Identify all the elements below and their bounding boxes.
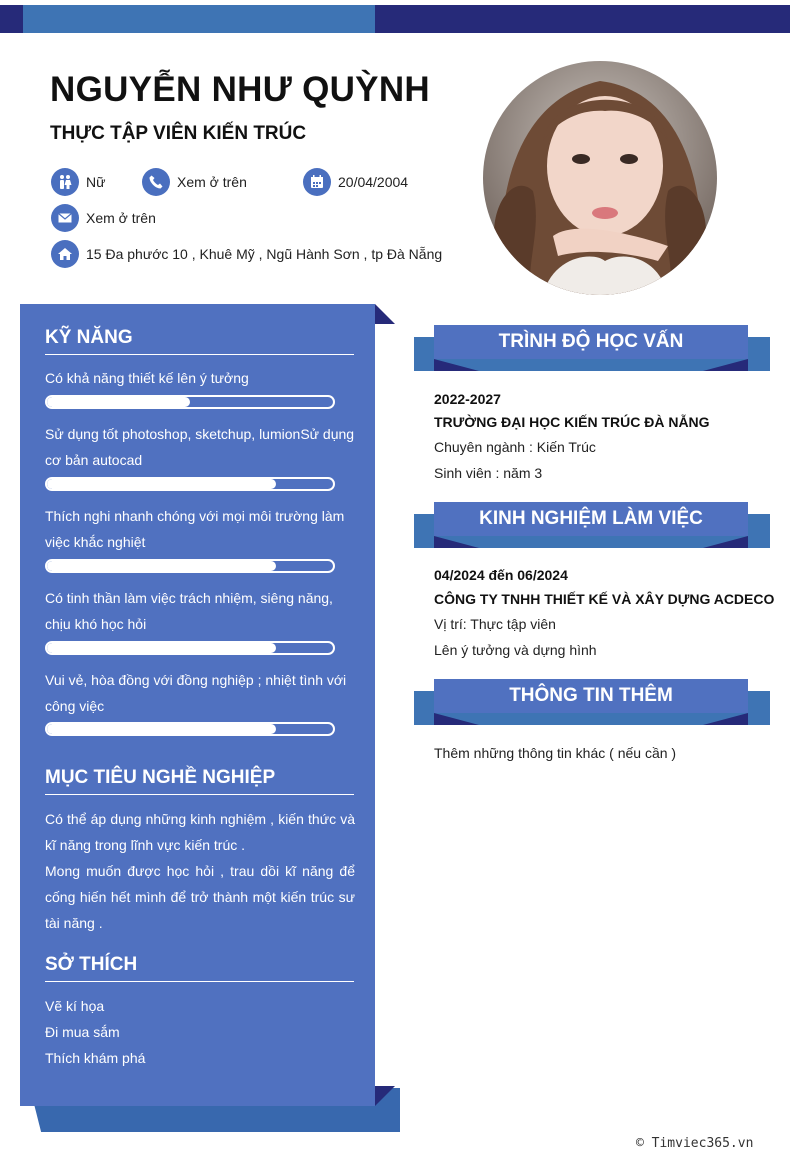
skill-bar [45,395,335,409]
email-text: Xem ở trên [86,210,156,226]
objective-text-1: Có thể áp dụng những kinh nghiệm , kiến thức và kĩ năng trong lĩnh vực kiến trúc . [45,811,355,853]
profile-photo [483,61,717,295]
skill-text: Có tinh thần làm việc trách nhiệm, siêng năng, chịu khó học hỏi [45,590,333,632]
address-info [51,240,442,268]
job-title: THỰC TẬP VIÊN KIẾN TRÚC [50,123,307,144]
experience-heading: KINH NGHIỆM LÀM VIỆC [434,502,748,536]
experience-ribbon [414,502,770,548]
email-icon [51,204,79,232]
education-school: TRƯỜNG ĐẠI HỌC KIẾN TRÚC ĐÀ NẴNG [434,414,710,430]
objective-heading: MỤC TIÊU NGHỀ NGHIỆP [45,767,354,795]
phone-text: Xem ở trên [177,174,247,190]
skill-text: Có khả năng thiết kế lên ý tưởng [45,370,249,386]
gender-icon [51,168,79,196]
phone-icon [142,168,170,196]
top-bar-blue [23,5,375,33]
hobby-item: Thích khám phá [45,1050,146,1066]
address-text: 15 Đa phước 10 , Khuê Mỹ , Ngũ Hành Sơn , tp Đà Nẵng [86,246,443,262]
birthday-text: 20/04/2004 [338,174,409,190]
calendar-icon [303,168,331,196]
phone-info [142,168,247,196]
extra-ribbon [414,679,770,725]
extra-text: Thêm những thông tin khác ( nếu cần ) [434,745,677,761]
education-heading: TRÌNH ĐỘ HỌC VẤN [434,325,748,359]
education-status: Sinh viên : năm 3 [434,465,543,481]
experience-description: Lên ý tưởng và dựng hình [434,642,597,658]
skill-bar [45,722,335,736]
home-icon [51,240,79,268]
experience-company: CÔNG TY TNHH THIẾT KẾ VÀ XÂY DỰNG ACDECO [434,591,775,607]
skill-bar [45,559,335,573]
sidebar-fold-top [375,304,395,324]
skill-bar-fill [47,724,276,734]
gender-info [51,168,105,196]
experience-position: Vị trí: Thực tập viên [434,616,556,632]
education-period: 2022-2027 [434,391,501,407]
skill-bar [45,641,335,655]
skill-text: Sử dụng tốt photoshop, sketchup, lumionSử dụng cơ bản autocad [45,426,355,468]
candidate-name: NGUYỄN NHƯ QUỲNH [50,70,430,109]
email-info [51,204,156,232]
skill-bar [45,477,335,491]
hobbies-heading: SỞ THÍCH [45,954,354,982]
objective-text-2: Mong muốn được học hỏi , trau dồi kĩ năng để cống hiến hết mình để trở thành một kiến trúc sư tài năng . [45,863,355,931]
experience-period: 04/2024 đến 06/2024 [434,567,568,583]
hobby-item: Vẽ kí họa [45,998,105,1014]
extra-heading: THÔNG TIN THÊM [434,679,748,713]
skill-text: Vui vẻ, hòa đồng với đồng nghiệp ; nhiệt tình với công việc [45,672,347,714]
education-major: Chuyên ngành : Kiến Trúc [434,439,596,455]
gender-text: Nữ [86,174,106,190]
footer-credit: © Timviec365.vn [636,1136,754,1151]
skill-bar-fill [47,643,276,653]
skill-bar-fill [47,397,190,407]
skill-text: Thích nghi nhanh chóng với mọi môi trường làm việc khắc nghiệt [45,508,345,550]
hobby-item: Đi mua sắm [45,1024,120,1040]
birthday-info [303,168,408,196]
skill-bar-fill [47,479,276,489]
education-ribbon [414,325,770,371]
skills-heading: KỸ NĂNG [45,327,354,355]
skill-bar-fill [47,561,276,571]
